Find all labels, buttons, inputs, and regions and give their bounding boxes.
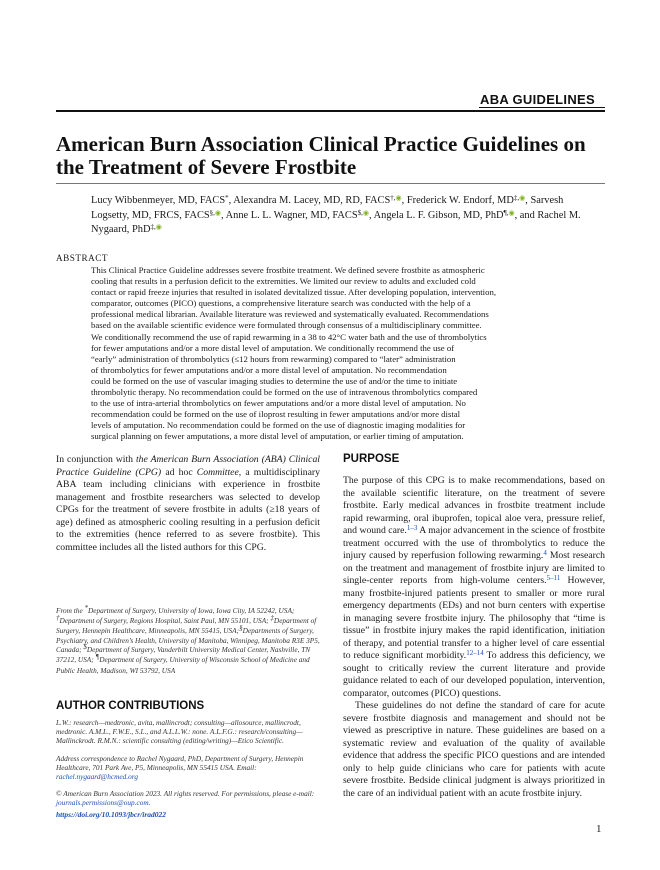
citation-link[interactable]: 5–11	[546, 574, 561, 582]
doi-link[interactable]: https://doi.org/10.1093/jbcr/irad022	[56, 810, 167, 819]
contributions-heading: AUTHOR CONTRIBUTIONS	[56, 700, 205, 712]
abstract-line: based on the available scientific evidence were formulated through consensus of a multidisciplinary committee.	[91, 320, 482, 331]
citation-link[interactable]: 1–3	[406, 524, 418, 532]
title-line-2: the Treatment of Severe Frostbite	[56, 155, 357, 179]
orcid-icon[interactable]: ◉	[155, 223, 162, 232]
orcid-icon[interactable]: ◉	[362, 208, 369, 217]
author-separator: ,	[369, 209, 374, 221]
purpose-paragraph-2: These guidelines do not define the standard of care for acute severe frostbite diagnosis and management and should not be viewed as prescriptive in nature. These guidelines are based on a systematic review and evaluation of the quality of available evidence that address the specific PICO questions and are intended only to help guide clinicians who care for patients with acute severe frostbite. Bedside clinical judgment is always prioritized in the care of an individual patient with an acute frostbite injury.	[343, 700, 605, 799]
header-rule-thick	[56, 110, 605, 112]
author-name: Angela L. F. Gibson, MD, PhD	[373, 209, 504, 221]
author-name: Rachel M. Nygaard, PhD	[91, 209, 581, 236]
purpose-text: Most research on the treatment and management of frostbite injury are limited to single-center reports from high-volume centers.	[343, 550, 605, 586]
abstract-line: recommendation could be formed on the use of iloprost resulting in fewer amputations and/or more distal	[91, 409, 461, 420]
page-number: 1	[596, 823, 602, 835]
contributions-text: L.W.: research—medtronic, avita, mallincrodt; consulting—allosource, mallincrodt, medtronic. A.M.L., F.W.E., S.L., and A.L.L.W.: none. A.L.F.G.: research/consulting—Mallinckrodt. R.M.N.: scientific consulting (editing/writing)—Etico Scientific.	[56, 718, 303, 746]
abstract-line: contact or rapid freeze injuries that resulted in isolated devitalized tissue. After developing population, intervention,	[91, 287, 497, 298]
author-separator: ,	[221, 209, 226, 221]
abstract-heading: ABSTRACT	[56, 253, 108, 263]
copyright	[56, 789, 320, 807]
purpose-text: However, many frostbite-injured patients present to smaller or more rural emergency departments (EDs) and not burn centers with expertise in managing severe frostbite injury. The philosophy that “time is tissue” in frostbite injury makes the rapid identification, initiation of therapy, and potential transfer to a higher level of care essential to reduce significant morbidity.	[343, 575, 605, 661]
abstract-line: thrombolytic therapy. No recommendation could be formed on the use of intravenous thrombolytics compared	[91, 387, 478, 398]
correspondence-text: Address correspondence to Rachel Nygaard, PhD, Department of Surgery, Hennepin Healthcare, 701 Park Ave, P5, Minneapolis, MN 55415 USA. Email:	[56, 754, 304, 773]
abstract-line: to the use of intra-arterial thrombolytics on fewer amputations and/or a more distal level of amputation. No	[91, 398, 466, 409]
intro-text-3: , a multidisciplinary ABA team including clinicians with experience in frostbite management and frostbite researchers was selected to develop CPGs for the treatment of severe frostbite in adults (≥18 years of age) defined as atmospheric cooling resulting in a perfusion deficit to the extremities (hence referred to as severe frostbite). This committee includes all the listed authors for this CPG.	[56, 466, 320, 553]
correspondence	[56, 754, 320, 781]
orcid-icon[interactable]: ◉	[214, 208, 222, 217]
author-affiliation-mark: *	[225, 194, 229, 202]
abstract-line: professional medical librarian. Available literature was reviewed and systematically evaluated. Recommendations	[91, 309, 489, 320]
author-name: Alexandra M. Lacey, MD, RD, FACS	[233, 195, 391, 206]
affiliation-text: Department of Surgery, University of Iowa, Iowa City, IA 52242, USA;	[88, 606, 295, 615]
purpose-section	[343, 475, 605, 800]
abstract-text	[91, 265, 578, 443]
author-affiliation-mark: ¶,	[503, 208, 509, 217]
abstract-line: cooling that results in a perfusion deficit to the extremities. We limited our review to adults and excluded cold	[91, 276, 476, 287]
orcid-icon[interactable]: ◉	[508, 208, 515, 217]
copyright-text: © American Burn Association 2023. All rights reserved. For permissions, please e-mail:	[56, 789, 315, 798]
intro-italic-2: Committee	[196, 466, 239, 478]
abstract-line: This Clinical Practice Guideline addresses severe frostbite treatment. We defined severe frostbite as atmospheric	[91, 265, 485, 275]
purpose-text: A major advancement in the science of frostbite treatment occurred with the use of thrombolytics to reduce the injury caused by reperfusion following rewarming.	[343, 525, 605, 561]
author-name: , Sarvesh Logsetty, MD, FRCS, FACS	[91, 195, 564, 221]
title-line-1: American Burn Association Clinical Practice Guidelines on	[56, 132, 586, 156]
author-affiliation-mark: ‡,	[150, 223, 156, 232]
permissions-email-link[interactable]: journals.permissions@oup.com.	[56, 798, 151, 808]
abstract-line: could be formed on the use of vascular imaging studies to determine the use of and/or the time to initiate	[91, 375, 458, 386]
author-affiliation-mark: ‡,	[513, 194, 520, 202]
affiliation-mark: $	[83, 643, 87, 652]
affiliation-lead: From the	[56, 606, 85, 615]
author-name: Lucy Wibbenmeyer, MD, FACS	[91, 195, 226, 206]
intro-text-1: In conjunction with	[56, 454, 136, 465]
abstract-line: “early” administration of thrombolytics (≤12 hours from rewarming) compared to “later” administration	[91, 353, 456, 364]
abstract-line: for fewer amputations and/or a more distal level of amputation. We conditionally recommend the use of	[91, 342, 455, 353]
affiliation-text: Department of Surgery, Hennepin Healthcare, Minneapolis, MN 55415, USA;	[56, 616, 317, 636]
author-affiliation-mark: §,	[209, 208, 215, 217]
affiliation-mark: †	[56, 614, 60, 623]
author-separator: ,	[401, 195, 407, 206]
abstract-line: surgical planning on fewer amputations, a more distal level of amputation, or earlier timing of amputation.	[91, 431, 464, 442]
affiliation-text: Department of Surgery, University of Wisconsin School of Medicine and Public Health, Madison, WI 53792, USA	[56, 655, 310, 675]
purpose-paragraph-1	[343, 475, 605, 700]
orcid-icon[interactable]: ◉	[395, 194, 402, 202]
abstract-line: comparator, outcomes (PICO) questions, a comprehensive literature search was conducted with the help of a	[91, 298, 471, 309]
affiliation-text: Department of Surgery, Vanderbilt University Medical Center, Nashville, TN 37212, USA;	[56, 645, 311, 665]
author-name: Frederick W. Endorf, MD	[406, 195, 514, 206]
author-affiliation-mark: $,	[357, 208, 363, 217]
purpose-text: To address this deficiency, we sought to critically review the current literature and provide guidance related to each of our developed population, intervention, comparator, outcomes (PICO) questions.	[343, 650, 606, 699]
affiliation-mark: §	[239, 624, 243, 633]
purpose-heading: PURPOSE	[343, 453, 400, 465]
correspondence-email-link[interactable]: rachel.nygaard@hcmed.org	[56, 772, 138, 782]
affiliation-mark: ‡	[270, 614, 274, 623]
affiliation-mark: ¶	[95, 653, 100, 662]
title-rule	[56, 183, 605, 184]
affiliation-text: Department of Surgery, Regions Hospital, Saint Paul, MN 55101, USA;	[59, 616, 271, 626]
header-rule-thin	[479, 107, 605, 108]
abstract-line: We conditionally recommend the use of rapid rewarming in a 38 to 42°C water bath and the use of thrombolytics	[91, 331, 487, 342]
intro-text-2: ad hoc	[161, 466, 197, 478]
abstract-line: levels of amputation. No recommendation could be formed on the use of diagnostic imaging modalities for	[91, 420, 466, 431]
affiliations	[56, 606, 320, 675]
abstract-line: of thrombolytics for fewer amputations and/or a more distal level of amputation. No recommendation	[91, 364, 447, 375]
author-name: Anne L. L. Wagner, MD, FACS	[225, 209, 358, 221]
author-separator: ,	[228, 195, 234, 206]
orcid-icon[interactable]: ◉	[519, 194, 526, 202]
purpose-text: The purpose of this CPG is to make recommendations, based on the available scientific literature, on the treatment of severe frostbite. Early medical advances in frostbite treatment include rapid rewarming, oral ibuprofen, topical aloe vera, pressure relief, and wound care.	[343, 475, 605, 536]
author-separator: , and	[514, 209, 538, 221]
citation-link[interactable]: 12–14	[466, 649, 484, 657]
author-list	[91, 194, 603, 238]
intro-paragraph	[56, 454, 320, 554]
section-label: ABA GUIDELINES	[480, 92, 595, 107]
intro-italic-1: the American Burn Association (ABA) Clinical Practice Guideline (CPG)	[56, 454, 320, 478]
article-title	[56, 133, 616, 179]
affiliation-text: Departments of Surgery, Psychiatry, and Children’s Health, University of Manitoba, Winnipeg, Manitoba R3E 3P5, Canada;	[56, 626, 320, 655]
citation-link[interactable]: 4	[543, 549, 547, 557]
affiliation-mark: *	[84, 604, 89, 612]
author-affiliation-mark: †,	[390, 194, 396, 202]
